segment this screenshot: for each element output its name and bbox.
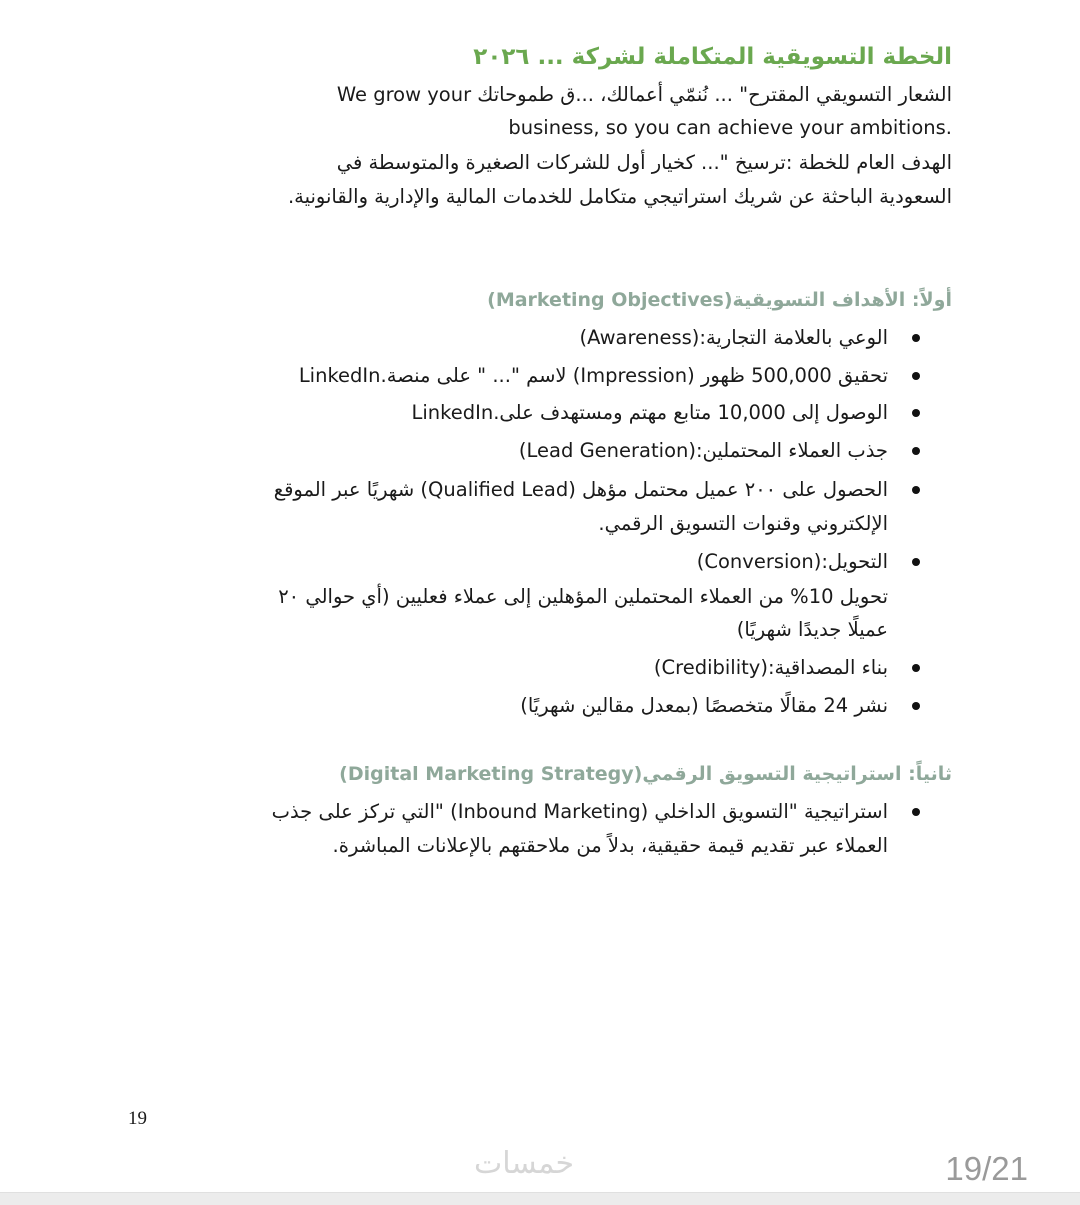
list-item: الوعي بالعلامة التجارية:(Awareness) [579,326,888,349]
page-number: 19 [128,1108,147,1129]
list-item: نشر 24 مقالًا متخصصًا (بمعدل مقالين شهريًا) [520,694,888,717]
list-item-continuation: العملاء عبر تقديم قيمة حقيقية، بدلاً من ملاحقتهم بالإعلانات المباشرة. [332,834,888,857]
slogan-line-1: الشعار التسويقي المقترح" ... نُنمّي أعمالك، ...ق طموحاتك We grow your [336,83,952,106]
bullet-icon [912,808,920,816]
bottom-scrollbar[interactable] [0,1192,1080,1205]
bullet-icon [912,558,920,566]
section-heading-digital-strategy: ثانياً: استراتيجية التسويق الرقمي(Digital Marketing Strategy) [339,763,952,785]
section-heading-objectives: أولاً: الأهداف التسويقية(Marketing Objectives) [487,289,952,311]
list-item-continuation: الإلكتروني وقنوات التسويق الرقمي. [598,512,888,535]
bullet-icon [912,334,920,342]
bullet-icon [912,664,920,672]
bullet-icon [912,486,920,494]
bullet-icon [912,447,920,455]
bullet-icon [912,409,920,417]
list-item: بناء المصداقية:(Credibility) [653,656,888,679]
conversion-text-1: تحويل 10% من العملاء المحتملين المؤهلين إلى عملاء فعليين (أي حوالي ٢٠ [278,585,888,608]
list-item: جذب العملاء المحتملين:(Lead Generation) [518,439,888,462]
conversion-text-2: عميلًا جديدًا شهريًا) [736,618,888,641]
list-item: استراتيجية "التسويق الداخلي (Inbound Marketing) "التي تركز على جذب [271,800,888,823]
bullet-icon [912,372,920,380]
page-counter: 19/21 [945,1150,1028,1187]
list-item: تحقيق 500,000 ظهور (Impression) لاسم "... " على منصة.LinkedIn [298,364,888,387]
slogan-line-2: business, so you can achieve your ambitions. [508,116,952,139]
document-title: الخطة التسويقية المتكاملة لشركة ... ٢٠٢٦ [473,44,952,70]
list-item: الحصول على ٢٠٠ عميل محتمل مؤهل (Qualified Lead) شهريًا عبر الموقع [273,478,888,501]
list-item: التحويل:(Conversion) [696,550,888,573]
list-item: الوصول إلى 10,000 متابع مهتم ومستهدف على.LinkedIn [411,401,888,424]
goal-line-1: الهدف العام للخطة :ترسيخ "... كخيار أول للشركات الصغيرة والمتوسطة في [336,151,952,174]
goal-line-2: السعودية الباحثة عن شريك استراتيجي متكامل للخدمات المالية والإدارية والقانونية. [287,185,952,208]
bullet-icon [912,702,920,710]
watermark-logo: خمسات [474,1146,575,1181]
